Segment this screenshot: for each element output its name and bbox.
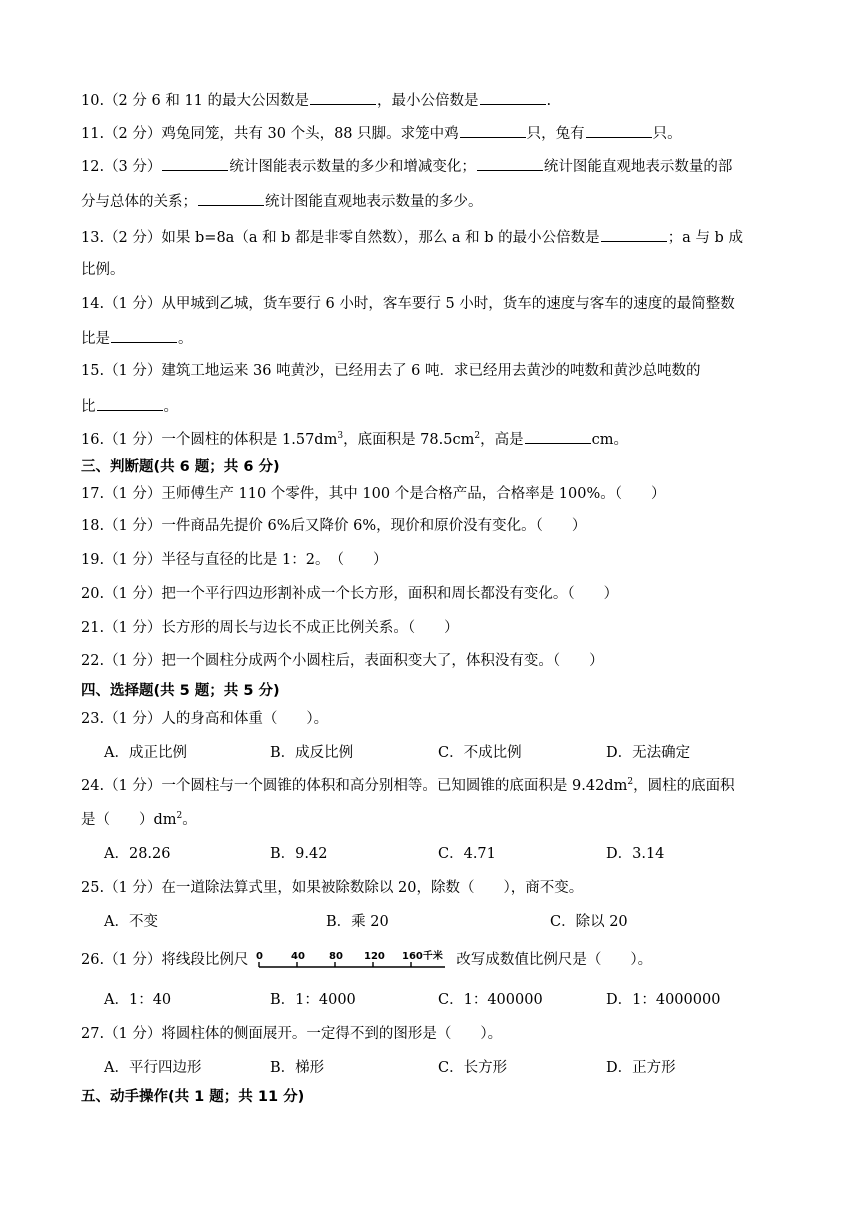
question-score: （3 分）: [104, 159, 162, 175]
question-27: [81, 1024, 502, 1044]
option-c[interactable]: C．不成比例: [438, 745, 522, 761]
question-score: （1 分）: [104, 778, 162, 794]
question-score: （1 分）: [104, 880, 162, 896]
answer-blank[interactable]: [586, 122, 652, 138]
question-number: 24.: [81, 778, 105, 794]
question-24: [81, 776, 735, 796]
question-25: [81, 878, 583, 898]
question-score: （1 分）: [104, 952, 162, 968]
answer-blank[interactable]: [525, 428, 591, 444]
question-score: （1 分）: [104, 518, 162, 534]
question-score: （1 分）: [104, 711, 162, 727]
question-number: 22.: [81, 653, 105, 669]
question-text: 只。: [652, 126, 682, 142]
question-number: 11.: [81, 126, 105, 142]
question-number: 10.: [81, 93, 105, 109]
option-d[interactable]: D．3.14: [606, 846, 665, 862]
question-text: 。: [178, 331, 193, 347]
question-13-continued: [81, 260, 125, 280]
option-a[interactable]: A．1：40: [104, 992, 172, 1008]
question-text: ，最小公倍数是: [377, 93, 479, 109]
question-text: 半径与直径的比是 1：2。 （ ）: [161, 552, 388, 568]
section-heading-choice: 四、选择题(共 5 题；共 5 分): [81, 683, 280, 699]
question-text: 人的身高和体重（ ）。: [161, 711, 329, 727]
option-a[interactable]: A．成正比例: [104, 745, 187, 761]
answer-blank[interactable]: [162, 155, 228, 171]
question-score: （1 分）: [104, 486, 162, 502]
question-score: （2 分: [104, 93, 147, 109]
question-13: [81, 226, 743, 246]
question-23: [81, 709, 328, 729]
question-22: [81, 651, 604, 671]
question-text: 将线段比例尺: [161, 952, 249, 968]
question-number: 19.: [81, 552, 105, 568]
scale-label: 80: [329, 951, 344, 962]
question-number: 17.: [81, 486, 105, 502]
answer-blank[interactable]: [601, 226, 667, 242]
answer-blank[interactable]: [477, 155, 543, 171]
question-score: （1 分）: [104, 432, 162, 448]
question-text: 比是: [81, 331, 110, 347]
question-score: （2 分）: [104, 126, 162, 142]
option-a[interactable]: A．28.26: [104, 846, 171, 862]
option-b[interactable]: B．1：4000: [270, 992, 356, 1008]
question-score: （1 分）: [104, 1026, 162, 1042]
question-text: 比例。: [81, 262, 125, 278]
answer-blank[interactable]: [480, 89, 546, 105]
question-text: 从甲城到乙城，货车要行 6 小时，客车要行 5 小时，货车的速度与客车的速度的最简整数: [161, 296, 735, 312]
question-text: 改写成数值比例尺是（ ）。: [456, 952, 653, 968]
question-text: 统计图能直观地表示数量的多少。: [265, 194, 483, 210]
question-text: 一个圆柱与一个圆锥的体积和高分别相等。已知圆锥的底面积是 9.42dm: [161, 778, 628, 794]
question-text: 是（ ）dm: [81, 812, 177, 828]
question-number: 12.: [81, 159, 105, 175]
answer-blank[interactable]: [310, 89, 376, 105]
question-26: [81, 947, 652, 973]
line-scale-ruler: [256, 948, 448, 972]
question-number: 25.: [81, 880, 105, 896]
question-text: 王师傅生产 110 个零件，其中 100 个是合格产品，合格率是 100%。（ ）: [161, 486, 666, 502]
question-20: [81, 584, 618, 604]
option-c[interactable]: C．长方形: [438, 1060, 508, 1076]
question-score: （1 分）: [104, 363, 162, 379]
question-text: 分与总体的关系；: [81, 194, 197, 210]
option-c[interactable]: C．1：400000: [438, 992, 543, 1008]
question-text: 一个圆柱的体积是 1.57dm: [161, 432, 338, 448]
option-d[interactable]: D．1：4000000: [606, 992, 721, 1008]
answer-blank[interactable]: [97, 395, 163, 411]
question-score: （1 分）: [104, 296, 162, 312]
section-heading-hands-on: 五、动手操作(共 1 题；共 11 分): [81, 1089, 305, 1105]
question-text: 统计图能直观地表示数量的部: [543, 159, 733, 175]
answer-blank[interactable]: [111, 327, 177, 343]
section-heading-judgment: 三、判断题(共 6 题；共 6 分): [81, 459, 280, 475]
option-b[interactable]: B．梯形: [270, 1060, 325, 1076]
question-number: 23.: [81, 711, 105, 727]
question-14-continued: [81, 327, 193, 347]
question-15: [81, 361, 701, 381]
scale-label: 0: [256, 951, 264, 962]
question-10: [81, 89, 551, 109]
question-14: [81, 294, 735, 314]
question-text: ，底面积是 78.5cm: [343, 432, 475, 448]
question-text: 将圆柱体的侧面展开。一定得不到的图形是（ ）。: [161, 1026, 503, 1042]
question-text: 。: [182, 812, 197, 828]
option-a[interactable]: A．不变: [104, 914, 158, 930]
question-text: 只，兔有: [526, 126, 585, 142]
question-12-continued: [81, 190, 483, 210]
question-19: [81, 550, 387, 570]
question-number: 20.: [81, 586, 105, 602]
answer-blank[interactable]: [198, 190, 264, 206]
question-number: 14.: [81, 296, 105, 312]
question-number: 27.: [81, 1026, 105, 1042]
option-b[interactable]: B．乘 20: [326, 914, 389, 930]
question-score: （1 分）: [104, 620, 162, 636]
superscript: 2: [176, 811, 183, 821]
question-number: 16.: [81, 432, 105, 448]
scale-label: 120: [364, 951, 386, 962]
superscript: 3: [337, 431, 344, 441]
option-b[interactable]: B．成反比例: [270, 745, 354, 761]
answer-blank[interactable]: [460, 122, 526, 138]
question-21: [81, 618, 459, 638]
question-score: （2 分）: [104, 230, 162, 246]
question-text: 鸡兔同笼，共有 30 个头，88 只脚。求笼中鸡: [161, 126, 459, 142]
question-text: 。: [163, 399, 178, 415]
question-24-continued: [81, 810, 197, 830]
question-text: ，圆柱的底面积: [633, 778, 735, 794]
question-number: 21.: [81, 620, 105, 636]
question-number: 15.: [81, 363, 105, 379]
superscript: 2: [474, 431, 481, 441]
option-c[interactable]: C．4.71: [438, 846, 496, 862]
question-text: 统计图能表示数量的多少和增减变化；: [229, 159, 476, 175]
question-score: （1 分）: [104, 552, 162, 568]
question-text: cm。: [591, 432, 628, 448]
option-a[interactable]: A．平行四边形: [104, 1060, 202, 1076]
option-d[interactable]: D．正方形: [606, 1060, 676, 1076]
question-text: 在一道除法算式里，如果被除数除以 20，除数（ ），商不变。: [161, 880, 584, 896]
question-11: [81, 122, 682, 142]
question-12: [81, 155, 732, 175]
question-16: [81, 428, 628, 448]
question-text: 6 和 11 的最大公因数是: [146, 93, 310, 109]
question-text: 建筑工地运来 36 吨黄沙，已经用去了 6 吨．求已经用去黄沙的吨数和黄沙总吨数的: [161, 363, 701, 379]
question-text: 一件商品先提价 6%后又降价 6%，现价和原价没有变化。（ ）: [161, 518, 587, 534]
superscript: 2: [627, 777, 634, 787]
question-text: .: [546, 93, 552, 109]
scale-label: 40: [291, 951, 306, 962]
scale-label: 160千米: [402, 951, 444, 962]
option-b[interactable]: B．9.42: [270, 846, 328, 862]
question-text: 比: [81, 399, 96, 415]
question-number: 18.: [81, 518, 105, 534]
question-number: 13.: [81, 230, 105, 246]
question-text: 把一个平行四边形割补成一个长方形，面积和周长都没有变化。（ ）: [161, 586, 619, 602]
question-17: [81, 484, 666, 504]
question-text: 如果 b=8a（a 和 b 都是非零自然数），那么 a 和 b 的最小公倍数是: [161, 230, 600, 246]
question-number: 26.: [81, 952, 105, 968]
question-18: [81, 516, 586, 536]
question-score: （1 分）: [104, 586, 162, 602]
question-text: 把一个圆柱分成两个小圆柱后，表面积变大了，体积没有变。（ ）: [161, 653, 604, 669]
question-score: （1 分）: [104, 653, 162, 669]
question-text: ；a 与 b 成: [667, 230, 743, 246]
question-text: ，高是: [480, 432, 524, 448]
question-text: 长方形的周长与边长不成正比例关系。（ ）: [161, 620, 459, 636]
option-d[interactable]: D．无法确定: [606, 745, 691, 761]
question-15-continued: [81, 395, 178, 415]
option-c[interactable]: C．除以 20: [550, 914, 628, 930]
